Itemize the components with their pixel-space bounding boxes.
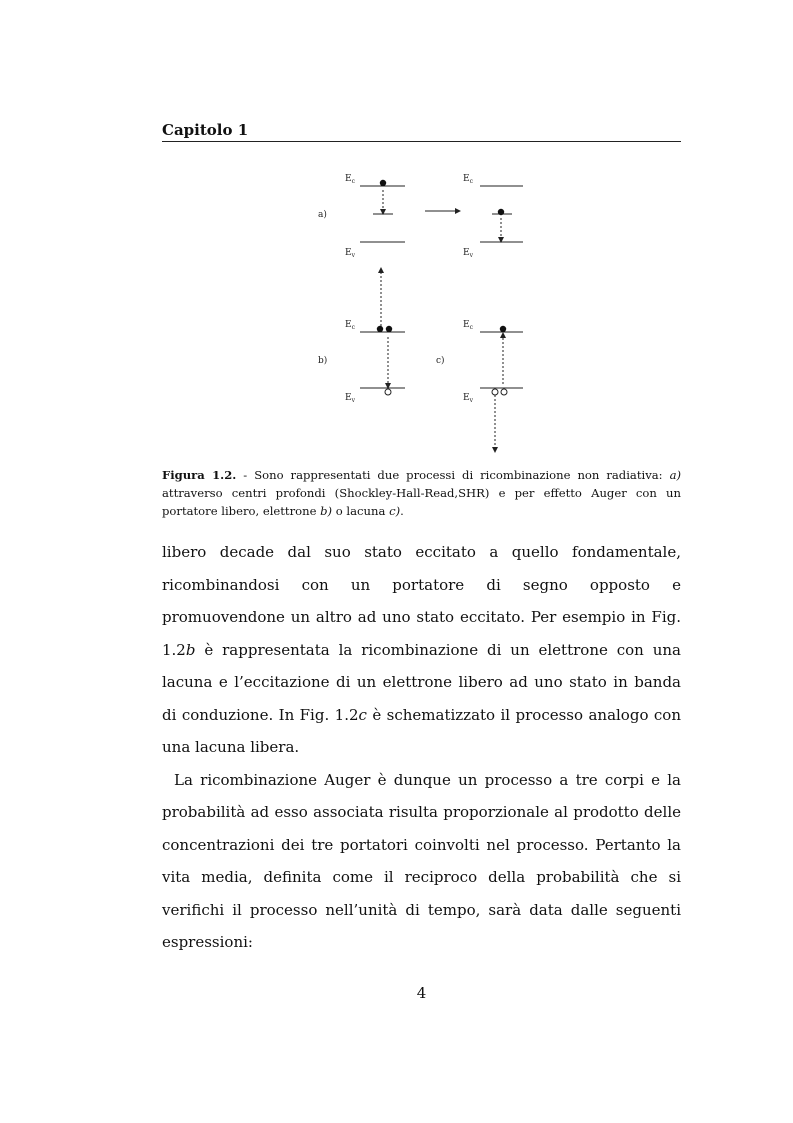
caption-em-a: a) — [669, 468, 681, 482]
label-ec-a-right: $E_c$ — [463, 174, 473, 185]
electron-a-left — [380, 180, 386, 186]
label-ec-a-left: $E_c$ — [345, 174, 355, 185]
p1-part-c: è schematizzato il processo analogo con una lacuna libera. — [162, 705, 681, 756]
caption-text-2: attraverso centri profondi (Shockley-Hall-Read,SHR) e per effetto Auger con un portatore libero, elettrone — [162, 486, 681, 518]
electron-c — [500, 326, 506, 332]
electron-b-1 — [377, 326, 383, 332]
caption-text-1: - Sono rappresentati due processi di ricombinazione non radiativa: — [236, 468, 670, 482]
hole-c-2 — [501, 389, 507, 395]
p1-part-a: libero decade dal suo stato eccitato a quello fondamentale, ricombinandosi con un portatore di segno opposto e promuovendone un altro ad uno stato eccitato. Per esempio in Fig. 1.2 — [162, 543, 681, 659]
label-ev-a-right: $E_v$ — [463, 248, 473, 259]
caption-text-4: . — [400, 504, 404, 518]
p1-em-c: c — [358, 705, 367, 724]
hole-c-1 — [492, 389, 498, 395]
paragraph-2: La ricombinazione Auger è dunque un processo a tre corpi e la probabilità ad esso associata risulta proporzionale al prodotto delle concentrazioni dei tre portatori coinvolti nel processo. Pertanto la vita media, definita come il reciproco della probabilità che si verifichi il processo nell’unità di tempo, sarà data dalle seguenti espressioni: — [162, 770, 681, 951]
label-ev-c: $E_v$ — [463, 393, 473, 404]
hole-b — [385, 389, 391, 395]
page-number: 4 — [416, 984, 427, 1002]
body-text — [162, 536, 681, 959]
label-ec-b: $E_c$ — [345, 320, 355, 331]
p1-em-b: b — [185, 640, 196, 659]
panel-label-a: a) — [318, 210, 327, 220]
chapter-header: Capitolo 1 — [162, 121, 249, 139]
recombination-figure — [300, 160, 560, 460]
header-rule — [162, 141, 681, 142]
caption-em-c: c) — [389, 504, 401, 518]
figure-caption — [162, 466, 681, 520]
caption-label: Figura 1.2. — [162, 468, 237, 482]
p1-part-b: è rappresentata la ricombinazione di un elettrone con una lacuna e l’eccitazione di un elettrone libero ad uno stato in banda di conduzione. In Fig. 1.2 — [162, 640, 681, 724]
panel-label-c: c) — [436, 356, 445, 366]
paragraph-1 — [162, 536, 681, 764]
caption-text-3: o lacuna — [332, 504, 390, 518]
electron-a-right — [498, 209, 504, 215]
caption-em-b: b) — [320, 504, 333, 518]
label-ev-a-left: $E_v$ — [345, 248, 355, 259]
label-ec-c: $E_c$ — [463, 320, 473, 331]
panel-label-b: b) — [318, 356, 328, 366]
electron-b-2 — [386, 326, 392, 332]
label-ev-b: $E_v$ — [345, 393, 355, 404]
